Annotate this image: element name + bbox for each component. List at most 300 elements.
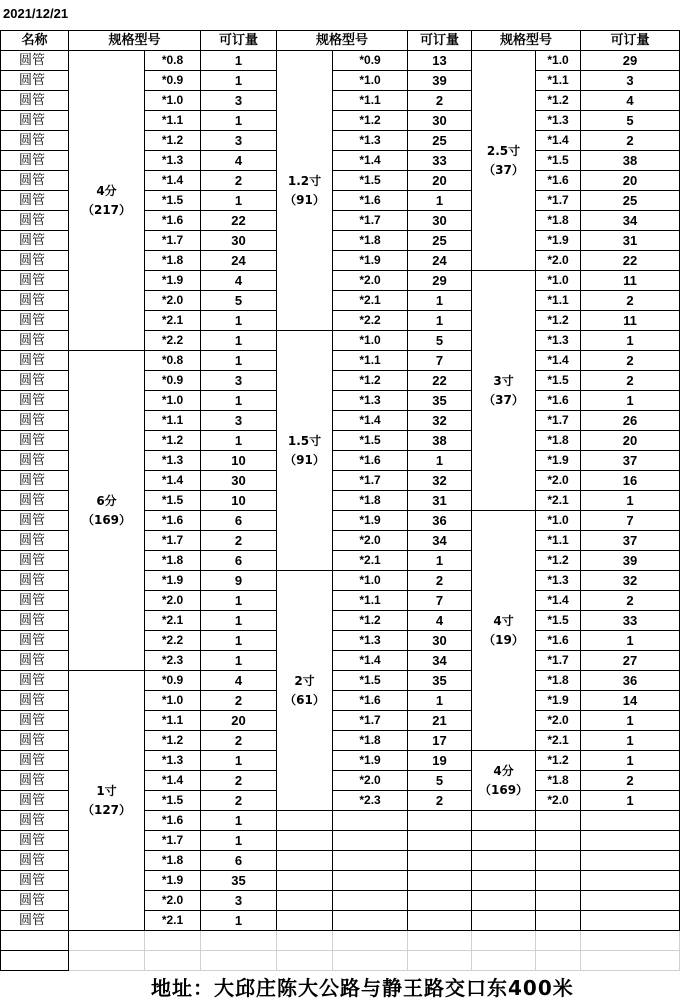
spec-cell: *1.5 (536, 371, 581, 391)
spec-cell: *1.7 (145, 231, 201, 251)
size-label: 4寸 (493, 613, 514, 628)
spec-cell: *1.4 (333, 411, 408, 431)
item-name-cell: 圆管 (1, 451, 69, 471)
column-header: 规格型号 (69, 31, 201, 51)
spec-cell: *2.2 (333, 311, 408, 331)
quantity-cell: 4 (408, 611, 472, 631)
column-header: 规格型号 (472, 31, 581, 51)
spec-cell: *2.3 (333, 791, 408, 811)
spec-cell: *1.4 (145, 771, 201, 791)
spec-cell: *2.0 (536, 471, 581, 491)
spec-cell: *1.1 (536, 531, 581, 551)
quantity-cell: 1 (581, 331, 680, 351)
size-total: （169） (81, 512, 132, 527)
item-name-cell: 圆管 (1, 91, 69, 111)
empty-cell (408, 891, 472, 911)
quantity-cell: 1 (581, 731, 680, 751)
spec-cell: *1.2 (145, 431, 201, 451)
spec-cell: *1.2 (536, 311, 581, 331)
spec-cell: *1.4 (333, 651, 408, 671)
quantity-cell: 1 (581, 751, 680, 771)
quantity-cell: 30 (408, 111, 472, 131)
size-total: （127） (81, 802, 132, 817)
quantity-cell: 3 (201, 411, 277, 431)
quantity-cell: 1 (201, 751, 277, 771)
quantity-cell: 30 (201, 471, 277, 491)
spec-cell: *1.5 (145, 791, 201, 811)
size-total: （61） (284, 692, 325, 707)
spec-cell: *1.6 (536, 171, 581, 191)
item-name-cell: 圆管 (1, 691, 69, 711)
empty-cell (581, 951, 680, 971)
quantity-cell: 2 (581, 131, 680, 151)
spec-cell: *1.6 (536, 631, 581, 651)
quantity-cell: 38 (408, 431, 472, 451)
spec-cell: *0.9 (145, 671, 201, 691)
spec-cell: *1.9 (145, 271, 201, 291)
quantity-cell: 1 (581, 491, 680, 511)
quantity-cell: 1 (201, 431, 277, 451)
quantity-cell: 39 (581, 551, 680, 571)
empty-cell (581, 911, 680, 931)
item-name-cell: 圆管 (1, 171, 69, 191)
empty-cell (472, 911, 536, 931)
spec-cell: *1.3 (536, 331, 581, 351)
quantity-cell: 1 (408, 691, 472, 711)
empty-cell (536, 811, 581, 831)
spec-cell: *1.8 (145, 551, 201, 571)
spec-cell: *1.6 (333, 691, 408, 711)
quantity-cell: 34 (408, 531, 472, 551)
quantity-cell: 1 (201, 331, 277, 351)
spec-cell: *1.9 (536, 451, 581, 471)
spec-cell: *1.6 (333, 191, 408, 211)
empty-cell (472, 851, 536, 871)
quantity-cell: 21 (408, 711, 472, 731)
item-name-cell: 圆管 (1, 611, 69, 631)
spec-cell: *2.1 (145, 611, 201, 631)
spec-cell: *1.8 (536, 211, 581, 231)
spec-cell: *2.0 (333, 771, 408, 791)
quantity-cell: 29 (408, 271, 472, 291)
spec-cell: *1.7 (145, 831, 201, 851)
spec-cell: *2.1 (536, 731, 581, 751)
empty-cell (277, 951, 333, 971)
quantity-cell: 19 (408, 751, 472, 771)
quantity-cell: 27 (581, 651, 680, 671)
item-name-cell: 圆管 (1, 591, 69, 611)
empty-cell (277, 871, 333, 891)
spec-cell: *1.9 (536, 231, 581, 251)
quantity-cell: 37 (581, 531, 680, 551)
quantity-cell: 1 (201, 51, 277, 71)
quantity-cell: 36 (408, 511, 472, 531)
spec-cell: *0.9 (333, 51, 408, 71)
empty-cell (472, 891, 536, 911)
empty-cell (277, 891, 333, 911)
spec-cell: *1.0 (536, 271, 581, 291)
spec-cell: *0.9 (145, 71, 201, 91)
spec-cell: *1.0 (333, 331, 408, 351)
quantity-cell: 5 (581, 111, 680, 131)
spec-cell: *1.3 (536, 571, 581, 591)
table-row (1, 671, 680, 691)
spec-cell: *1.2 (536, 91, 581, 111)
spec-cell: *1.1 (145, 111, 201, 131)
item-name-cell: 圆管 (1, 531, 69, 551)
spec-cell: *1.0 (145, 691, 201, 711)
spec-cell: *2.0 (333, 271, 408, 291)
quantity-cell: 5 (201, 291, 277, 311)
quantity-cell: 6 (201, 851, 277, 871)
spec-cell: *1.8 (333, 231, 408, 251)
empty-cell (581, 811, 680, 831)
empty-cell (581, 831, 680, 851)
spec-cell: *2.1 (536, 491, 581, 511)
spec-cell: *1.9 (333, 511, 408, 531)
quantity-cell: 1 (581, 391, 680, 411)
spec-cell: *1.2 (333, 371, 408, 391)
column-header: 规格型号 (277, 31, 408, 51)
empty-cell (333, 831, 408, 851)
quantity-cell: 29 (581, 51, 680, 71)
spec-cell: *1.1 (145, 711, 201, 731)
spec-cell: *1.7 (145, 531, 201, 551)
column-header: 可订量 (201, 31, 277, 51)
size-label: 1寸 (96, 783, 117, 798)
empty-cell (201, 931, 277, 951)
spec-cell: *1.6 (145, 211, 201, 231)
spec-cell: *1.4 (333, 151, 408, 171)
spec-cell: *1.2 (536, 751, 581, 771)
item-name-cell: 圆管 (1, 371, 69, 391)
spec-cell: *1.8 (536, 771, 581, 791)
spec-cell: *1.3 (536, 111, 581, 131)
quantity-cell: 26 (581, 411, 680, 431)
item-name-cell: 圆管 (1, 251, 69, 271)
spec-cell: *1.0 (333, 71, 408, 91)
quantity-cell: 1 (201, 71, 277, 91)
quantity-cell: 22 (408, 371, 472, 391)
size-label: 1.2寸 (287, 173, 322, 188)
item-name-cell: 圆管 (1, 811, 69, 831)
spec-cell: *1.0 (145, 391, 201, 411)
quantity-cell: 4 (201, 151, 277, 171)
spec-cell: *1.7 (333, 711, 408, 731)
item-name-cell: 圆管 (1, 151, 69, 171)
empty-cell (277, 811, 333, 831)
spec-cell: *1.5 (333, 171, 408, 191)
quantity-cell: 6 (201, 511, 277, 531)
spec-cell: *1.3 (145, 151, 201, 171)
item-name-cell: 圆管 (1, 571, 69, 591)
item-name-cell: 圆管 (1, 111, 69, 131)
spec-cell: *1.8 (145, 251, 201, 271)
empty-cell (472, 951, 536, 971)
empty-cell (333, 871, 408, 891)
item-name-cell: 圆管 (1, 871, 69, 891)
spec-cell: *1.6 (333, 451, 408, 471)
spec-cell: *0.8 (145, 51, 201, 71)
quantity-cell: 3 (201, 91, 277, 111)
spec-cell: *2.2 (145, 631, 201, 651)
empty-cell (1, 931, 69, 951)
spec-cell: *1.7 (536, 191, 581, 211)
item-name-cell: 圆管 (1, 351, 69, 371)
item-name-cell: 圆管 (1, 291, 69, 311)
spec-cell: *1.1 (536, 291, 581, 311)
quantity-cell: 30 (201, 231, 277, 251)
quantity-cell: 7 (408, 591, 472, 611)
quantity-cell: 34 (581, 211, 680, 231)
quantity-cell: 32 (408, 471, 472, 491)
quantity-cell: 2 (408, 91, 472, 111)
spec-cell: *1.2 (333, 611, 408, 631)
quantity-cell: 35 (408, 391, 472, 411)
empty-cell (408, 951, 472, 971)
spec-cell: *1.5 (333, 671, 408, 691)
spec-cell: *1.5 (536, 151, 581, 171)
spec-cell: *1.6 (145, 511, 201, 531)
item-name-cell: 圆管 (1, 331, 69, 351)
size-total: （169） (479, 782, 529, 797)
spec-cell: *1.4 (145, 471, 201, 491)
quantity-cell: 22 (201, 211, 277, 231)
quantity-cell: 2 (201, 771, 277, 791)
quantity-cell: 6 (201, 551, 277, 571)
quantity-cell: 1 (201, 611, 277, 631)
spec-cell: *1.3 (145, 451, 201, 471)
quantity-cell: 1 (408, 551, 472, 571)
item-name-cell: 圆管 (1, 731, 69, 751)
empty-cell (408, 851, 472, 871)
quantity-cell: 3 (201, 891, 277, 911)
spec-cell: *1.4 (536, 131, 581, 151)
quantity-cell: 3 (201, 131, 277, 151)
item-name-cell: 圆管 (1, 391, 69, 411)
empty-cell (277, 931, 333, 951)
empty-cell (333, 811, 408, 831)
empty-cell (277, 831, 333, 851)
quantity-cell: 4 (201, 271, 277, 291)
size-group-cell (472, 511, 536, 751)
spec-cell: *2.0 (145, 591, 201, 611)
size-total: （37） (483, 392, 524, 407)
spec-cell: *1.7 (536, 411, 581, 431)
size-group-cell (277, 51, 333, 331)
size-total: （37） (483, 162, 524, 177)
empty-cell (536, 931, 581, 951)
empty-cell (581, 931, 680, 951)
empty-cell (408, 911, 472, 931)
quantity-cell: 2 (408, 571, 472, 591)
report-date: 2021/12/21 (3, 6, 69, 21)
size-label: 6分 (96, 493, 117, 508)
spec-cell: *2.3 (145, 651, 201, 671)
item-name-cell: 圆管 (1, 751, 69, 771)
item-name-cell: 圆管 (1, 51, 69, 71)
empty-cell (1, 951, 69, 971)
spec-cell: *0.9 (145, 371, 201, 391)
empty-cell (536, 871, 581, 891)
item-name-cell: 圆管 (1, 891, 69, 911)
spec-cell: *2.0 (536, 711, 581, 731)
size-group-cell (277, 331, 333, 571)
spec-cell: *2.1 (333, 291, 408, 311)
empty-cell (333, 851, 408, 871)
item-name-cell: 圆管 (1, 791, 69, 811)
spec-cell: *1.3 (333, 391, 408, 411)
quantity-cell: 20 (581, 431, 680, 451)
size-group-cell (69, 671, 145, 931)
empty-cell (145, 931, 201, 951)
quantity-cell: 10 (201, 451, 277, 471)
quantity-cell: 1 (581, 711, 680, 731)
spec-cell: *1.5 (145, 191, 201, 211)
empty-cell (145, 951, 201, 971)
spec-cell: *1.8 (333, 491, 408, 511)
header-row (1, 31, 680, 51)
item-name-cell: 圆管 (1, 831, 69, 851)
item-name-cell: 圆管 (1, 631, 69, 651)
quantity-cell: 20 (408, 171, 472, 191)
quantity-cell: 2 (581, 351, 680, 371)
empty-cell (333, 951, 408, 971)
spec-cell: *1.4 (145, 171, 201, 191)
spec-cell: *1.5 (536, 611, 581, 631)
quantity-cell: 25 (408, 231, 472, 251)
empty-cell (408, 831, 472, 851)
size-total: （19） (483, 632, 524, 647)
quantity-cell: 1 (201, 591, 277, 611)
spec-cell: *1.8 (333, 731, 408, 751)
empty-cell (581, 891, 680, 911)
size-label: 3寸 (493, 373, 514, 388)
quantity-cell: 2 (581, 291, 680, 311)
item-name-cell: 圆管 (1, 491, 69, 511)
spec-cell: *2.1 (145, 311, 201, 331)
table-row (1, 951, 680, 971)
empty-cell (536, 831, 581, 851)
quantity-cell: 20 (201, 711, 277, 731)
item-name-cell: 圆管 (1, 131, 69, 151)
spec-cell: *1.1 (333, 351, 408, 371)
spec-cell: *1.0 (145, 91, 201, 111)
empty-cell (277, 851, 333, 871)
empty-cell (581, 851, 680, 871)
quantity-cell: 11 (581, 311, 680, 331)
item-name-cell: 圆管 (1, 711, 69, 731)
spec-cell: *1.9 (145, 571, 201, 591)
empty-cell (408, 931, 472, 951)
spec-cell: *1.4 (536, 351, 581, 371)
item-name-cell: 圆管 (1, 471, 69, 491)
empty-cell (536, 951, 581, 971)
item-name-cell: 圆管 (1, 231, 69, 251)
spec-cell: *1.4 (536, 591, 581, 611)
quantity-cell: 1 (408, 311, 472, 331)
quantity-cell: 33 (408, 151, 472, 171)
quantity-cell: 1 (581, 791, 680, 811)
spec-cell: *1.3 (145, 751, 201, 771)
column-header: 可订量 (408, 31, 472, 51)
spec-cell: *1.8 (536, 431, 581, 451)
spec-cell: *1.7 (333, 211, 408, 231)
spec-cell: *1.9 (145, 871, 201, 891)
size-group-cell (472, 51, 536, 271)
quantity-cell: 1 (201, 191, 277, 211)
item-name-cell: 圆管 (1, 311, 69, 331)
quantity-cell: 10 (201, 491, 277, 511)
size-label: 1.5寸 (287, 433, 322, 448)
size-total: （91） (284, 452, 325, 467)
item-name-cell: 圆管 (1, 551, 69, 571)
spec-cell: *2.0 (536, 791, 581, 811)
quantity-cell: 1 (201, 111, 277, 131)
empty-cell (408, 871, 472, 891)
empty-cell (472, 811, 536, 831)
empty-cell (333, 911, 408, 931)
item-name-cell: 圆管 (1, 431, 69, 451)
spec-cell: *2.1 (333, 551, 408, 571)
quantity-cell: 37 (581, 451, 680, 471)
empty-cell (536, 851, 581, 871)
spec-cell: *2.1 (145, 911, 201, 931)
quantity-cell: 20 (581, 171, 680, 191)
spec-cell: *1.9 (536, 691, 581, 711)
quantity-cell: 25 (581, 191, 680, 211)
spec-cell: *1.5 (333, 431, 408, 451)
spec-cell: *1.9 (333, 251, 408, 271)
table-row (1, 931, 680, 951)
quantity-cell: 7 (408, 351, 472, 371)
quantity-cell: 2 (201, 171, 277, 191)
column-header: 名称 (1, 31, 69, 51)
spec-cell: *1.0 (536, 51, 581, 71)
item-name-cell: 圆管 (1, 851, 69, 871)
size-total: （91） (284, 192, 325, 207)
quantity-cell: 36 (581, 671, 680, 691)
quantity-cell: 1 (201, 911, 277, 931)
size-label: 4分 (96, 183, 117, 198)
spec-cell: *1.7 (536, 651, 581, 671)
spec-cell: *2.2 (145, 331, 201, 351)
quantity-cell: 3 (201, 371, 277, 391)
item-name-cell: 圆管 (1, 411, 69, 431)
size-group-cell (277, 571, 333, 811)
spec-cell: *1.9 (333, 751, 408, 771)
quantity-cell: 9 (201, 571, 277, 591)
quantity-cell: 5 (408, 331, 472, 351)
spec-cell: *1.2 (145, 731, 201, 751)
empty-cell (333, 891, 408, 911)
quantity-cell: 34 (408, 651, 472, 671)
item-name-cell: 圆管 (1, 191, 69, 211)
quantity-cell: 14 (581, 691, 680, 711)
empty-cell (69, 951, 145, 971)
size-label: 2寸 (294, 673, 315, 688)
spec-cell: *1.7 (333, 471, 408, 491)
spec-cell: *1.5 (145, 491, 201, 511)
quantity-cell: 17 (408, 731, 472, 751)
quantity-cell: 25 (408, 131, 472, 151)
quantity-cell: 32 (581, 571, 680, 591)
spec-cell: *1.0 (536, 511, 581, 531)
item-name-cell: 圆管 (1, 71, 69, 91)
spec-cell: *1.8 (145, 851, 201, 871)
spec-cell: *2.0 (145, 891, 201, 911)
quantity-cell: 3 (581, 71, 680, 91)
